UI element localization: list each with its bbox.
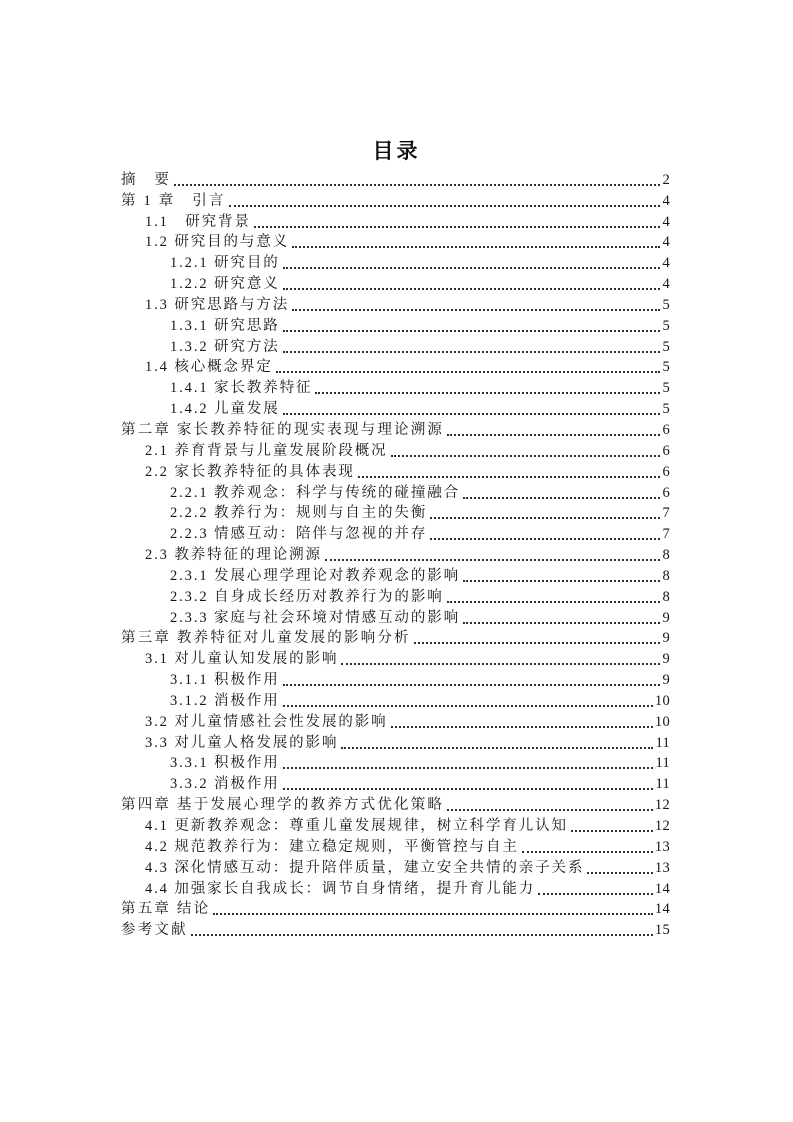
- toc-entry-page-number: 5: [662, 380, 670, 397]
- toc-entry-label: 第三章 教养特征对儿童发展的影响分析: [121, 630, 411, 647]
- toc-entry[interactable]: [121, 398, 670, 419]
- toc-entry[interactable]: [121, 357, 670, 378]
- toc-entry-label: 1.3.1 研究思路: [170, 317, 280, 334]
- toc-entry-label: 1.4.2 儿童发展: [170, 401, 280, 418]
- toc-entry-label: 参考文献: [121, 922, 188, 939]
- toc-entry-label: 1.2.2 研究意义: [170, 276, 280, 293]
- toc-entry-page-number: 6: [662, 463, 670, 480]
- toc-entry-page-number: 8: [662, 567, 670, 584]
- toc-dot-leader: [213, 913, 653, 915]
- toc-dot-leader: [174, 184, 660, 186]
- toc-entry-page-number: 4: [662, 234, 670, 251]
- toc-entry-label: 1.1 研究背景: [145, 213, 251, 230]
- toc-entry[interactable]: [121, 753, 670, 774]
- toc-entry[interactable]: [121, 294, 670, 315]
- toc-entry-label: 2.2.3 情感互动：陪伴与忽视的并存: [170, 526, 428, 543]
- toc-dot-leader: [341, 663, 660, 665]
- toc-entry-page-number: 7: [662, 526, 670, 543]
- toc-entry-page-number: 6: [662, 442, 670, 459]
- toc-dot-leader: [587, 872, 653, 874]
- toc-entry[interactable]: [121, 669, 670, 690]
- toc-dot-leader: [463, 622, 660, 624]
- toc-dot-leader: [447, 434, 660, 436]
- toc-entry-page-number: 15: [654, 922, 670, 939]
- toc-list: [0, 164, 793, 940]
- toc-entry-page-number: 9: [662, 630, 670, 647]
- toc-entry-label: 1.2 研究目的与意义: [145, 234, 290, 251]
- toc-entry-page-number: 7: [662, 505, 670, 522]
- toc-entry[interactable]: [121, 169, 670, 190]
- toc-entry-label: 3.3 对儿童人格发展的影响: [145, 734, 339, 751]
- toc-entry[interactable]: [121, 544, 670, 565]
- toc-entry[interactable]: [121, 711, 670, 732]
- toc-entry[interactable]: [121, 377, 670, 398]
- toc-entry-page-number: 6: [662, 421, 670, 438]
- toc-dot-leader: [283, 684, 661, 686]
- toc-entry-label: 2.3.1 发展心理学理论对教养观念的影响: [170, 567, 461, 584]
- toc-entry-page-number: 8: [662, 547, 670, 564]
- toc-dot-leader: [283, 288, 661, 290]
- toc-entry-page-number: 13: [654, 838, 670, 855]
- toc-entry-page-number: 4: [662, 213, 670, 230]
- toc-entry-label: 4.3 深化情感互动：提升陪伴质量，建立安全共情的亲子关系: [145, 859, 585, 876]
- toc-entry-label: 1.2.1 研究目的: [170, 255, 280, 272]
- toc-dot-leader: [391, 726, 653, 728]
- toc-entry[interactable]: [121, 857, 670, 878]
- toc-entry[interactable]: [121, 899, 670, 920]
- toc-entry-page-number: 9: [662, 651, 670, 668]
- toc-dot-leader: [430, 517, 660, 519]
- toc-entry-label: 2.1 养育背景与儿童发展阶段概况: [145, 442, 388, 459]
- toc-entry-label: 4.4 加强家长自我成长：调节自身情绪，提升育儿能力: [145, 880, 536, 897]
- toc-dot-leader: [283, 267, 661, 269]
- toc-entry-page-number: 4: [662, 255, 670, 272]
- toc-entry-page-number: 12: [654, 818, 670, 834]
- toc-entry-label: 2.2.1 教养观念：科学与传统的碰撞融合: [170, 484, 461, 501]
- toc-dot-leader: [391, 455, 661, 457]
- toc-entry-label: 第二章 家长教养特征的现实表现与理论溯源: [121, 421, 445, 438]
- toc-entry[interactable]: [121, 628, 670, 649]
- toc-entry[interactable]: [121, 732, 670, 753]
- toc-entry-label: 1.4.1 家长教养特征: [170, 380, 313, 397]
- toc-dot-leader: [292, 309, 660, 311]
- toc-entry[interactable]: [121, 919, 670, 940]
- toc-entry-label: 第 1 章 引言: [121, 192, 226, 209]
- toc-entry-page-number: 11: [655, 734, 670, 751]
- toc-entry-label: 3.1.2 消极作用: [170, 692, 280, 709]
- toc-entry-label: 第五章 结论: [121, 901, 211, 918]
- toc-entry-label: 3.1.1 积极作用: [170, 672, 280, 689]
- toc-dot-leader: [538, 893, 653, 895]
- toc-entry-label: 3.3.1 积极作用: [170, 755, 280, 772]
- toc-dot-leader: [463, 497, 660, 499]
- toc-entry[interactable]: [121, 190, 670, 211]
- toc-entry[interactable]: [121, 211, 670, 232]
- toc-entry-label: 2.2.2 教养行为：规则与自主的失衡: [170, 505, 428, 522]
- toc-entry-label: 3.3.2 消极作用: [170, 776, 280, 793]
- toc-dot-leader: [571, 830, 653, 832]
- toc-entry-label: 2.3.2 自身成长经历对教养行为的影响: [170, 588, 444, 605]
- toc-dot-leader: [292, 246, 660, 248]
- toc-dot-leader: [283, 788, 654, 790]
- toc-entry-page-number: 13: [654, 859, 670, 876]
- toc-dot-leader: [283, 705, 653, 707]
- toc-entry-label: 2.2 家长教养特征的具体表现: [145, 463, 355, 480]
- toc-entry-page-number: 5: [662, 401, 670, 418]
- toc-dot-leader: [283, 330, 661, 332]
- toc-entry-label: 1.3 研究思路与方法: [145, 296, 290, 313]
- toc-entry-page-number: 14: [654, 880, 670, 897]
- toc-entry[interactable]: [121, 690, 670, 711]
- toc-entry-page-number: 10: [654, 713, 670, 730]
- toc-entry[interactable]: [121, 419, 670, 440]
- toc-entry[interactable]: [121, 336, 670, 357]
- toc-entry[interactable]: [121, 461, 670, 482]
- toc-entry-page-number: 9: [662, 609, 670, 626]
- toc-entry[interactable]: [121, 878, 670, 899]
- toc-entry[interactable]: [121, 273, 670, 294]
- toc-dot-leader: [358, 476, 661, 478]
- toc-entry[interactable]: [121, 565, 670, 586]
- toc-dot-leader: [430, 538, 660, 540]
- toc-entry-page-number: 8: [662, 588, 670, 605]
- toc-dot-leader: [276, 371, 661, 373]
- toc-dot-leader: [283, 767, 654, 769]
- toc-entry[interactable]: [121, 586, 670, 607]
- toc-dot-leader: [447, 601, 661, 603]
- toc-entry[interactable]: [121, 252, 670, 273]
- toc-entry-page-number: 5: [662, 338, 670, 355]
- toc-entry[interactable]: [121, 836, 670, 857]
- toc-entry[interactable]: [121, 607, 670, 628]
- toc-entry-page-number: 2: [662, 171, 670, 188]
- toc-entry[interactable]: [121, 232, 670, 253]
- toc-entry-page-number: 4: [662, 276, 670, 293]
- toc-dot-leader: [283, 351, 661, 353]
- toc-dot-leader: [191, 934, 653, 936]
- toc-entry-label: 2.3.3 家庭与社会环境对情感互动的影响: [170, 609, 461, 626]
- toc-entry-page-number: 10: [654, 692, 670, 709]
- toc-entry-label: 3.1 对儿童认知发展的影响: [145, 651, 339, 668]
- toc-entry-page-number: 12: [654, 797, 670, 814]
- toc-dot-leader: [341, 747, 653, 749]
- toc-entry-label: 4.1 更新教养观念：尊重儿童发展规律，树立科学育儿认知: [145, 818, 568, 834]
- toc-entry-label: 1.3.2 研究方法: [170, 338, 280, 355]
- toc-dot-leader: [522, 851, 653, 853]
- toc-dot-leader: [283, 413, 661, 415]
- toc-entry-page-number: 4: [662, 192, 670, 209]
- toc-entry-page-number: 11: [655, 776, 670, 793]
- toc-entry-label: 摘 要: [121, 171, 172, 188]
- toc-dot-leader: [315, 392, 660, 394]
- toc-dot-leader: [229, 205, 661, 207]
- toc-entry[interactable]: [121, 315, 670, 336]
- toc-title: 目录: [372, 139, 421, 163]
- toc-entry[interactable]: [121, 773, 670, 794]
- toc-dot-leader: [254, 226, 661, 228]
- toc-entry-label: 1.4 核心概念界定: [145, 359, 273, 376]
- toc-dot-leader: [325, 559, 660, 561]
- toc-entry-label: 4.2 规范教养行为：建立稳定规则，平衡管控与自主: [145, 838, 519, 855]
- toc-entry-page-number: 5: [662, 359, 670, 376]
- toc-entry-page-number: 11: [655, 755, 670, 772]
- toc-entry-page-number: 14: [654, 901, 670, 918]
- toc-dot-leader: [447, 809, 653, 811]
- toc-entry[interactable]: [121, 503, 670, 524]
- toc-dot-leader: [414, 642, 661, 644]
- toc-entry-label: 2.3 教养特征的理论溯源: [145, 547, 322, 564]
- toc-entry[interactable]: [121, 794, 670, 815]
- toc-entry-label: 3.2 对儿童情感社会性发展的影响: [145, 713, 388, 730]
- toc-entry[interactable]: [121, 523, 670, 544]
- toc-dot-leader: [463, 580, 660, 582]
- toc-entry[interactable]: [121, 648, 670, 669]
- toc-entry-page-number: 5: [662, 317, 670, 334]
- toc-entry[interactable]: [121, 440, 670, 461]
- toc-entry[interactable]: [121, 815, 670, 836]
- toc-entry-page-number: 9: [662, 672, 670, 689]
- toc-entry-page-number: 6: [662, 484, 670, 501]
- toc-entry-label: 第四章 基于发展心理学的教养方式优化策略: [121, 797, 445, 814]
- toc-entry[interactable]: [121, 482, 670, 503]
- toc-entry-page-number: 5: [662, 296, 670, 313]
